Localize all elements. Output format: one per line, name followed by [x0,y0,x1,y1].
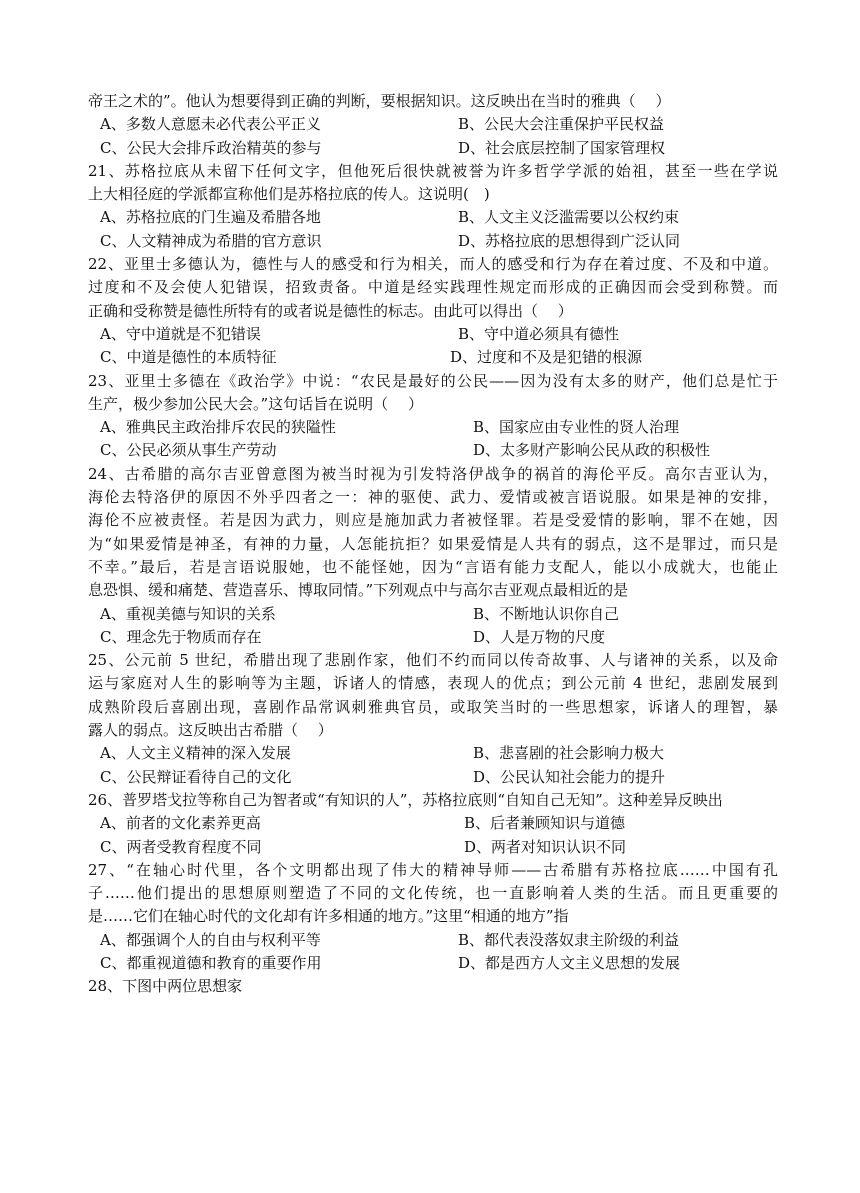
question-line: 21、苏格拉底从未留下任何文字，但他死后很快就被誉为许多哲学学派的始祖，甚至一些在学说 [88,161,778,180]
option-d: D、社会底层控制了国家管理权 [458,138,666,157]
option-d: D、两者对知识认识不同 [464,837,627,856]
question-line: 生产，极少参加公民大会。”这句话旨在说明（ ） [88,394,423,413]
options-row [88,346,778,369]
question-23 [88,370,778,463]
option-a: A、都强调个人的自由与权利平等 [100,930,321,949]
option-a: A、苏格拉底的门生遍及希腊各地 [100,208,321,227]
question-line: 为“如果爱情是神圣，有神的力量，人怎能抗拒？如果爱情是人共有的弱点，这不是罪过，而只是 [88,534,778,553]
option-a: A、重视美德与知识的关系 [100,604,276,623]
question-line: 24、古希腊的高尔吉亚曾意图为被当时视为引发特洛伊战争的祸首的海伦平反。高尔吉亚认为， [88,464,778,483]
option-a: A、人文主义精神的深入发展 [100,744,291,763]
options-row [88,439,778,462]
option-a: A、多数人意愿未必代表公平正义 [100,115,321,134]
option-b: B、公民大会注重保护平民权益 [458,115,665,134]
option-b: B、人文主义泛滥需要以公权约束 [458,208,680,227]
question-26 [88,789,778,859]
option-c: C、人文精神成为希腊的官方意识 [100,231,322,250]
question-24 [88,463,778,649]
question-line: 23、亚里士多德在《政治学》中说：“农民是最好的公民——因为没有太多的财产，他们总是忙于 [88,371,778,390]
option-b: B、悲喜剧的社会影响力极大 [473,744,665,763]
question-line: 露人的弱点。这反映出古希腊（ ） [88,721,333,740]
options-row [88,812,778,835]
option-a: A、前者的文化素养更高 [100,814,261,833]
question-line: 海伦不应被责怪。若是因为武力，则应是施加武力者被怪罪。若是受爱情的影响，罪不在她，因 [88,511,778,530]
option-c: C、公民必须从事生产劳动 [100,441,277,460]
option-b: B、国家应由专业性的贤人治理 [473,418,680,437]
option-c: C、理念先于物质而存在 [100,627,262,646]
question-line: 28、下图中两位思想家 [88,977,243,996]
exam-page [88,90,778,999]
question-line: 海伦去特洛伊的原因不外乎四者之一：神的驱使、武力、爱情或被言语说服。如果是神的安排， [88,488,778,507]
options-row [88,742,778,765]
options-row [88,952,778,975]
option-b: B、后者兼顾知识与道德 [464,814,626,833]
question-line: 运与家庭对人生的影响等为主题，诉诸人的情感，表现人的优点；到公元前 4 世纪，悲剧发展到 [88,674,778,693]
question-line: 过度和不及会使人犯错误，招致责备。中道是经实践理性规定而形成的正确因而会受到称赞。而 [88,278,778,297]
options-row [88,206,778,229]
question-line: 27、“在轴心时代里，各个文明都出现了伟大的精神导师——古希腊有苏格拉底……中国有孔 [88,860,778,879]
question-21 [88,160,778,253]
option-c: C、中道是德性的本质特征 [100,348,277,367]
question-line: 息恐惧、缓和痛楚、营造喜乐、博取同情。”下列观点中与高尔吉亚观点最相近的是 [88,581,629,600]
question-27 [88,859,778,975]
option-b: B、都代表没落奴隶主阶级的利益 [458,930,680,949]
option-d: D、公民认知社会能力的提升 [473,767,666,786]
options-row [88,416,778,439]
option-a: A、守中道就是不犯错误 [100,324,261,343]
option-d: D、人是万物的尺度 [473,627,606,646]
option-d: D、都是西方人文主义思想的发展 [458,953,681,972]
question-line: 正确和受称赞是德性所特有的或者说是德性的标志。由此可以得出（ ） [88,301,573,320]
question-line: 22、亚里士多德认为，德性与人的感受和行为相关，而人的感受和行为存在着过度、不及和中道。 [88,255,778,274]
options-row [88,929,778,952]
options-row [88,323,778,346]
option-c: C、公民大会排斥政治精英的参与 [100,138,322,157]
option-d: D、太多财产影响公民从政的积极性 [473,441,711,460]
question-line: 26、普罗塔戈拉等称自己为智者或“有知识的人”，苏格拉底则“自知自己无知”。这种差异反映出 [88,790,723,809]
question-line: 不幸。”最后，若是言语说服她，也不能怪她，因为“言语有能力支配人，能以小成就大，也能止 [88,557,778,576]
question-20 [88,90,778,160]
options-row [88,766,778,789]
question-line: 是……它们在轴心时代的文化却有许多相通的地方。”这里“相通的地方”指 [88,907,569,926]
question-line: 25、公元前 5 世纪，希腊出现了悲剧作家，他们不约而同以传奇故事、人与诸神的关系，以及命 [88,651,778,670]
question-line: 帝王之术的”。他认为想要得到正确的判断，要根据知识。这反映出在当时的雅典（ ） [88,92,671,110]
option-d: D、过度和不及是犯错的根源 [450,348,643,367]
question-line: 成熟阶段后喜剧出现，喜剧作品常讽刺雅典官员，或取笑当时的一些思想家，诉诸人的理智，暴 [88,697,778,716]
question-28 [88,975,778,998]
option-b: B、守中道必须具有德性 [458,324,620,343]
option-c: C、公民辩证看待自己的文化 [100,767,292,786]
option-b: B、不断地认识你自己 [473,604,620,623]
option-c: C、两者受教育程度不同 [100,837,262,856]
option-c: C、都重视道德和教育的重要作用 [100,953,322,972]
question-25 [88,649,778,789]
option-a: A、雅典民主政治排斥农民的狭隘性 [100,418,336,437]
options-row [88,603,778,626]
question-line: 上大相径庭的学派都宣称他们是苏格拉底的传人。这说明( ) [88,185,490,204]
options-row [88,137,778,160]
options-row [88,626,778,649]
options-row [88,836,778,859]
option-d: D、苏格拉底的思想得到广泛认同 [458,231,681,250]
question-22 [88,253,778,369]
question-line: 子……他们提出的思想原则塑造了不同的文化传统，也一直影响着人类的生活。而且更重要的 [88,884,778,903]
options-row [88,113,778,136]
options-row [88,230,778,253]
